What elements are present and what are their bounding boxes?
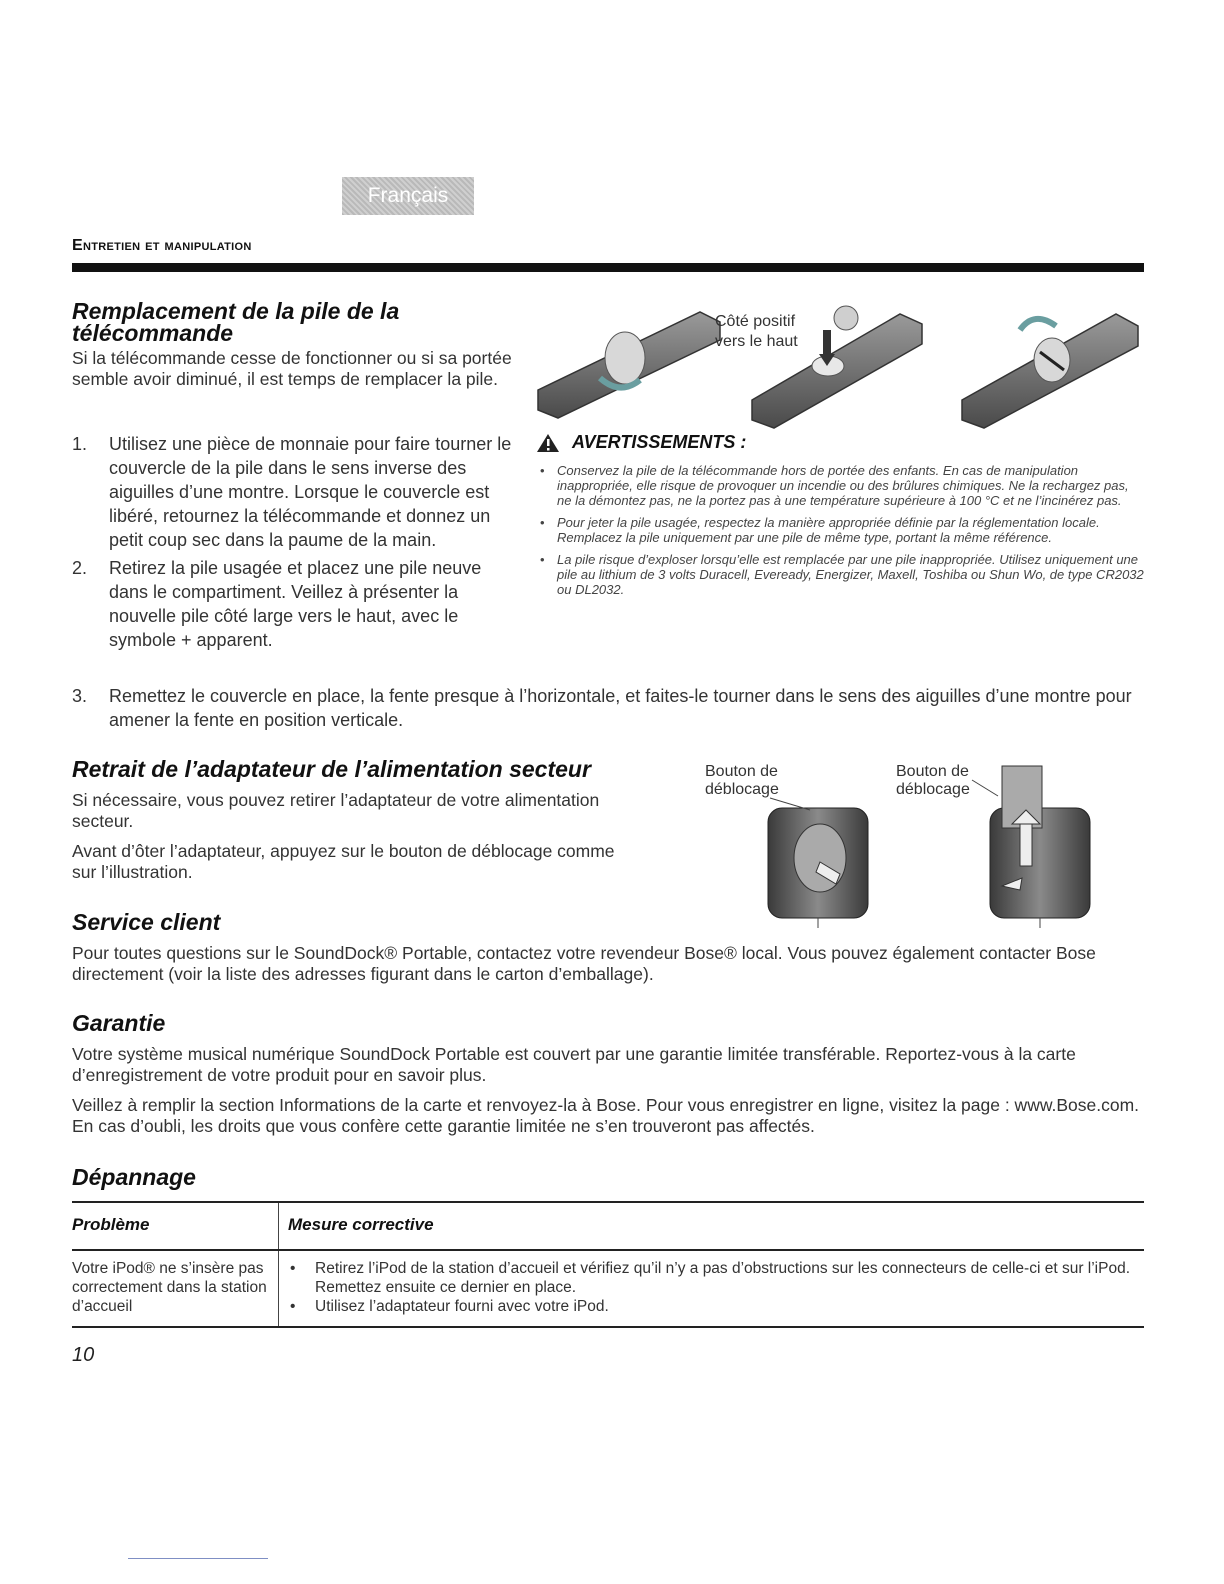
column-header-problem: Problème xyxy=(72,1202,279,1250)
table-header-row xyxy=(72,1202,1144,1250)
adapter-illustration xyxy=(740,758,1110,928)
step-text: Utilisez une pièce de monnaie pour faire tourner le couvercle de la pile dans le sens inverse des aiguilles d’une montre. Lorsque le couvercle est libéré, retournez la télécommande et donnez un petit coup sec dans la paume de la main. xyxy=(109,434,512,550)
table-row xyxy=(72,1250,1144,1327)
warning-icon xyxy=(536,433,560,453)
troubleshooting-heading: Dépannage xyxy=(72,1164,196,1190)
warnings-title: AVERTISSEMENTS : xyxy=(572,432,747,452)
service-text: Pour toutes questions sur le SoundDock® Portable, contactez votre revendeur Bose® local. Vous pouvez également contacter Bose directement (voir la liste des adresses figurant dans le carton d’emballage). xyxy=(72,943,1096,984)
step-number: 2. xyxy=(72,558,88,578)
battery-step-3 xyxy=(72,684,1144,736)
bullet: • xyxy=(290,1260,296,1277)
problem-cell: Votre iPod® ne s’insère pas correctement dans la station d’accueil xyxy=(72,1250,279,1327)
battery-heading-line2: télécommande xyxy=(72,320,234,346)
service-heading: Service client xyxy=(72,909,221,935)
bullet: • xyxy=(540,552,545,567)
action-item xyxy=(288,1259,1144,1297)
remote-battery-illustration xyxy=(530,300,1150,430)
remote-3-image xyxy=(962,314,1138,428)
battery-steps xyxy=(72,432,520,656)
battery-section xyxy=(72,300,512,399)
footer-line xyxy=(128,1558,268,1559)
action-text: Utilisez l’adaptateur fourni avec votre iPod. xyxy=(315,1298,609,1315)
battery-intro-block xyxy=(72,348,512,390)
adapter-heading: Retrait de l’adaptateur de l’alimentation secteur xyxy=(72,756,591,782)
step-item xyxy=(72,556,520,652)
action-text: Retirez l’iPod de la station d’accueil et vérifiez qu’il n’y a pas d’obstructions sur les connecteurs de celle-ci et sur l’iPod. Remettez ensuite ce dernier en place. xyxy=(315,1260,1131,1296)
battery-heading xyxy=(72,300,512,344)
step-item xyxy=(72,684,1144,732)
adapter-2-image xyxy=(972,766,1090,928)
header-rule xyxy=(72,263,1144,272)
release-label-1-line2: déblocage xyxy=(705,781,779,798)
warning-item xyxy=(536,515,1146,545)
action-item xyxy=(288,1297,1144,1316)
step-text: Retirez la pile usagée et placez une pile neuve dans le compartiment. Veillez à présenter la nouvelle pile côté large vers le haut, avec le symbole + apparent. xyxy=(109,558,482,650)
service-section xyxy=(72,911,1144,994)
step-number: 3. xyxy=(72,686,88,706)
warning-text: Conservez la pile de la télécommande hors de portée des enfants. En cas de manipulation inappropriée, elle risque de provoquer un incendie ou des brûlures chimiques. Ne la rechargez pas, ne la démontez pas, ne la portez pas à une température supérieure à 100 °C et ne l’incinérez pas. xyxy=(557,463,1129,508)
action-cell xyxy=(279,1250,1145,1327)
bullet: • xyxy=(540,463,545,478)
step-text: Remettez le couvercle en place, la fente presque à l’horizontale, et faites-le tourner dans le sens des aiguilles d’une montre pour amener la fente en position verticale. xyxy=(109,686,1132,730)
page-number: 10 xyxy=(72,1344,95,1366)
warranty-section xyxy=(72,1012,1144,1146)
adapter-text-2: Avant d’ôter l’adaptateur, appuyez sur le bouton de déblocage comme sur l’illustration. xyxy=(72,841,615,882)
positive-side-label-line1: Côté positif xyxy=(715,313,796,330)
bullet: • xyxy=(290,1298,296,1315)
warnings-box xyxy=(536,432,1146,604)
adapter-1-image xyxy=(768,798,868,928)
step-item xyxy=(72,432,520,552)
release-label-2-line1: Bouton de xyxy=(896,763,969,780)
troubleshooting-section xyxy=(72,1166,1144,1328)
adapter-text-1: Si nécessaire, vous pouvez retirer l’adaptateur de votre alimentation secteur. xyxy=(72,790,600,831)
positive-side-label-line2: vers le haut xyxy=(715,333,798,350)
section-header: Entretien et manipulation xyxy=(72,237,252,254)
warning-text: La pile risque d’exploser lorsqu’elle est remplacée par une pile inappropriée. Utilisez uniquement une pile au lithium de 3 volts Duracell, Eveready, Energizer, Maxell, Toshiba ou Shun Wo, de type CR2032 ou DL2032. xyxy=(557,552,1144,597)
warning-item xyxy=(536,463,1146,508)
remote-1-image xyxy=(538,312,720,418)
battery-intro: Si la télécommande cesse de fonctionner ou si sa portée semble avoir diminué, il est temps de remplacer la pile. xyxy=(72,348,512,389)
warranty-text-2: Veillez à remplir la section Informations de la carte et renvoyez-la à Bose. Pour vous enregistrer en ligne, visitez la page : www.Bose.com. En cas d’oubli, les droits que vous confère cette garantie limitée ne s’en trouveront pas affectés. xyxy=(72,1095,1140,1136)
troubleshooting-table xyxy=(72,1201,1144,1328)
warranty-text-1: Votre système musical numérique SoundDock Portable est couvert par une garantie limitée transférable. Reportez-vous à la carte d’enregistrement de votre produit pour en savoir plus. xyxy=(72,1044,1076,1085)
language-tab: Français xyxy=(342,177,474,215)
column-header-action: Mesure corrective xyxy=(279,1202,1145,1250)
warning-item xyxy=(536,552,1146,597)
step-number: 1. xyxy=(72,434,88,454)
release-label-2-line2: déblocage xyxy=(896,781,970,798)
adapter-section xyxy=(72,758,672,892)
warning-text: Pour jeter la pile usagée, respectez la manière appropriée définie par la réglementation locale. Remplacez la pile uniquement par une pile de même type, portant la même référence. xyxy=(557,515,1100,545)
warranty-heading: Garantie xyxy=(72,1010,166,1036)
bullet: • xyxy=(540,515,545,530)
release-label-1-line1: Bouton de xyxy=(705,763,778,780)
battery-heading-line1: Remplacement de la pile de la xyxy=(72,298,400,324)
